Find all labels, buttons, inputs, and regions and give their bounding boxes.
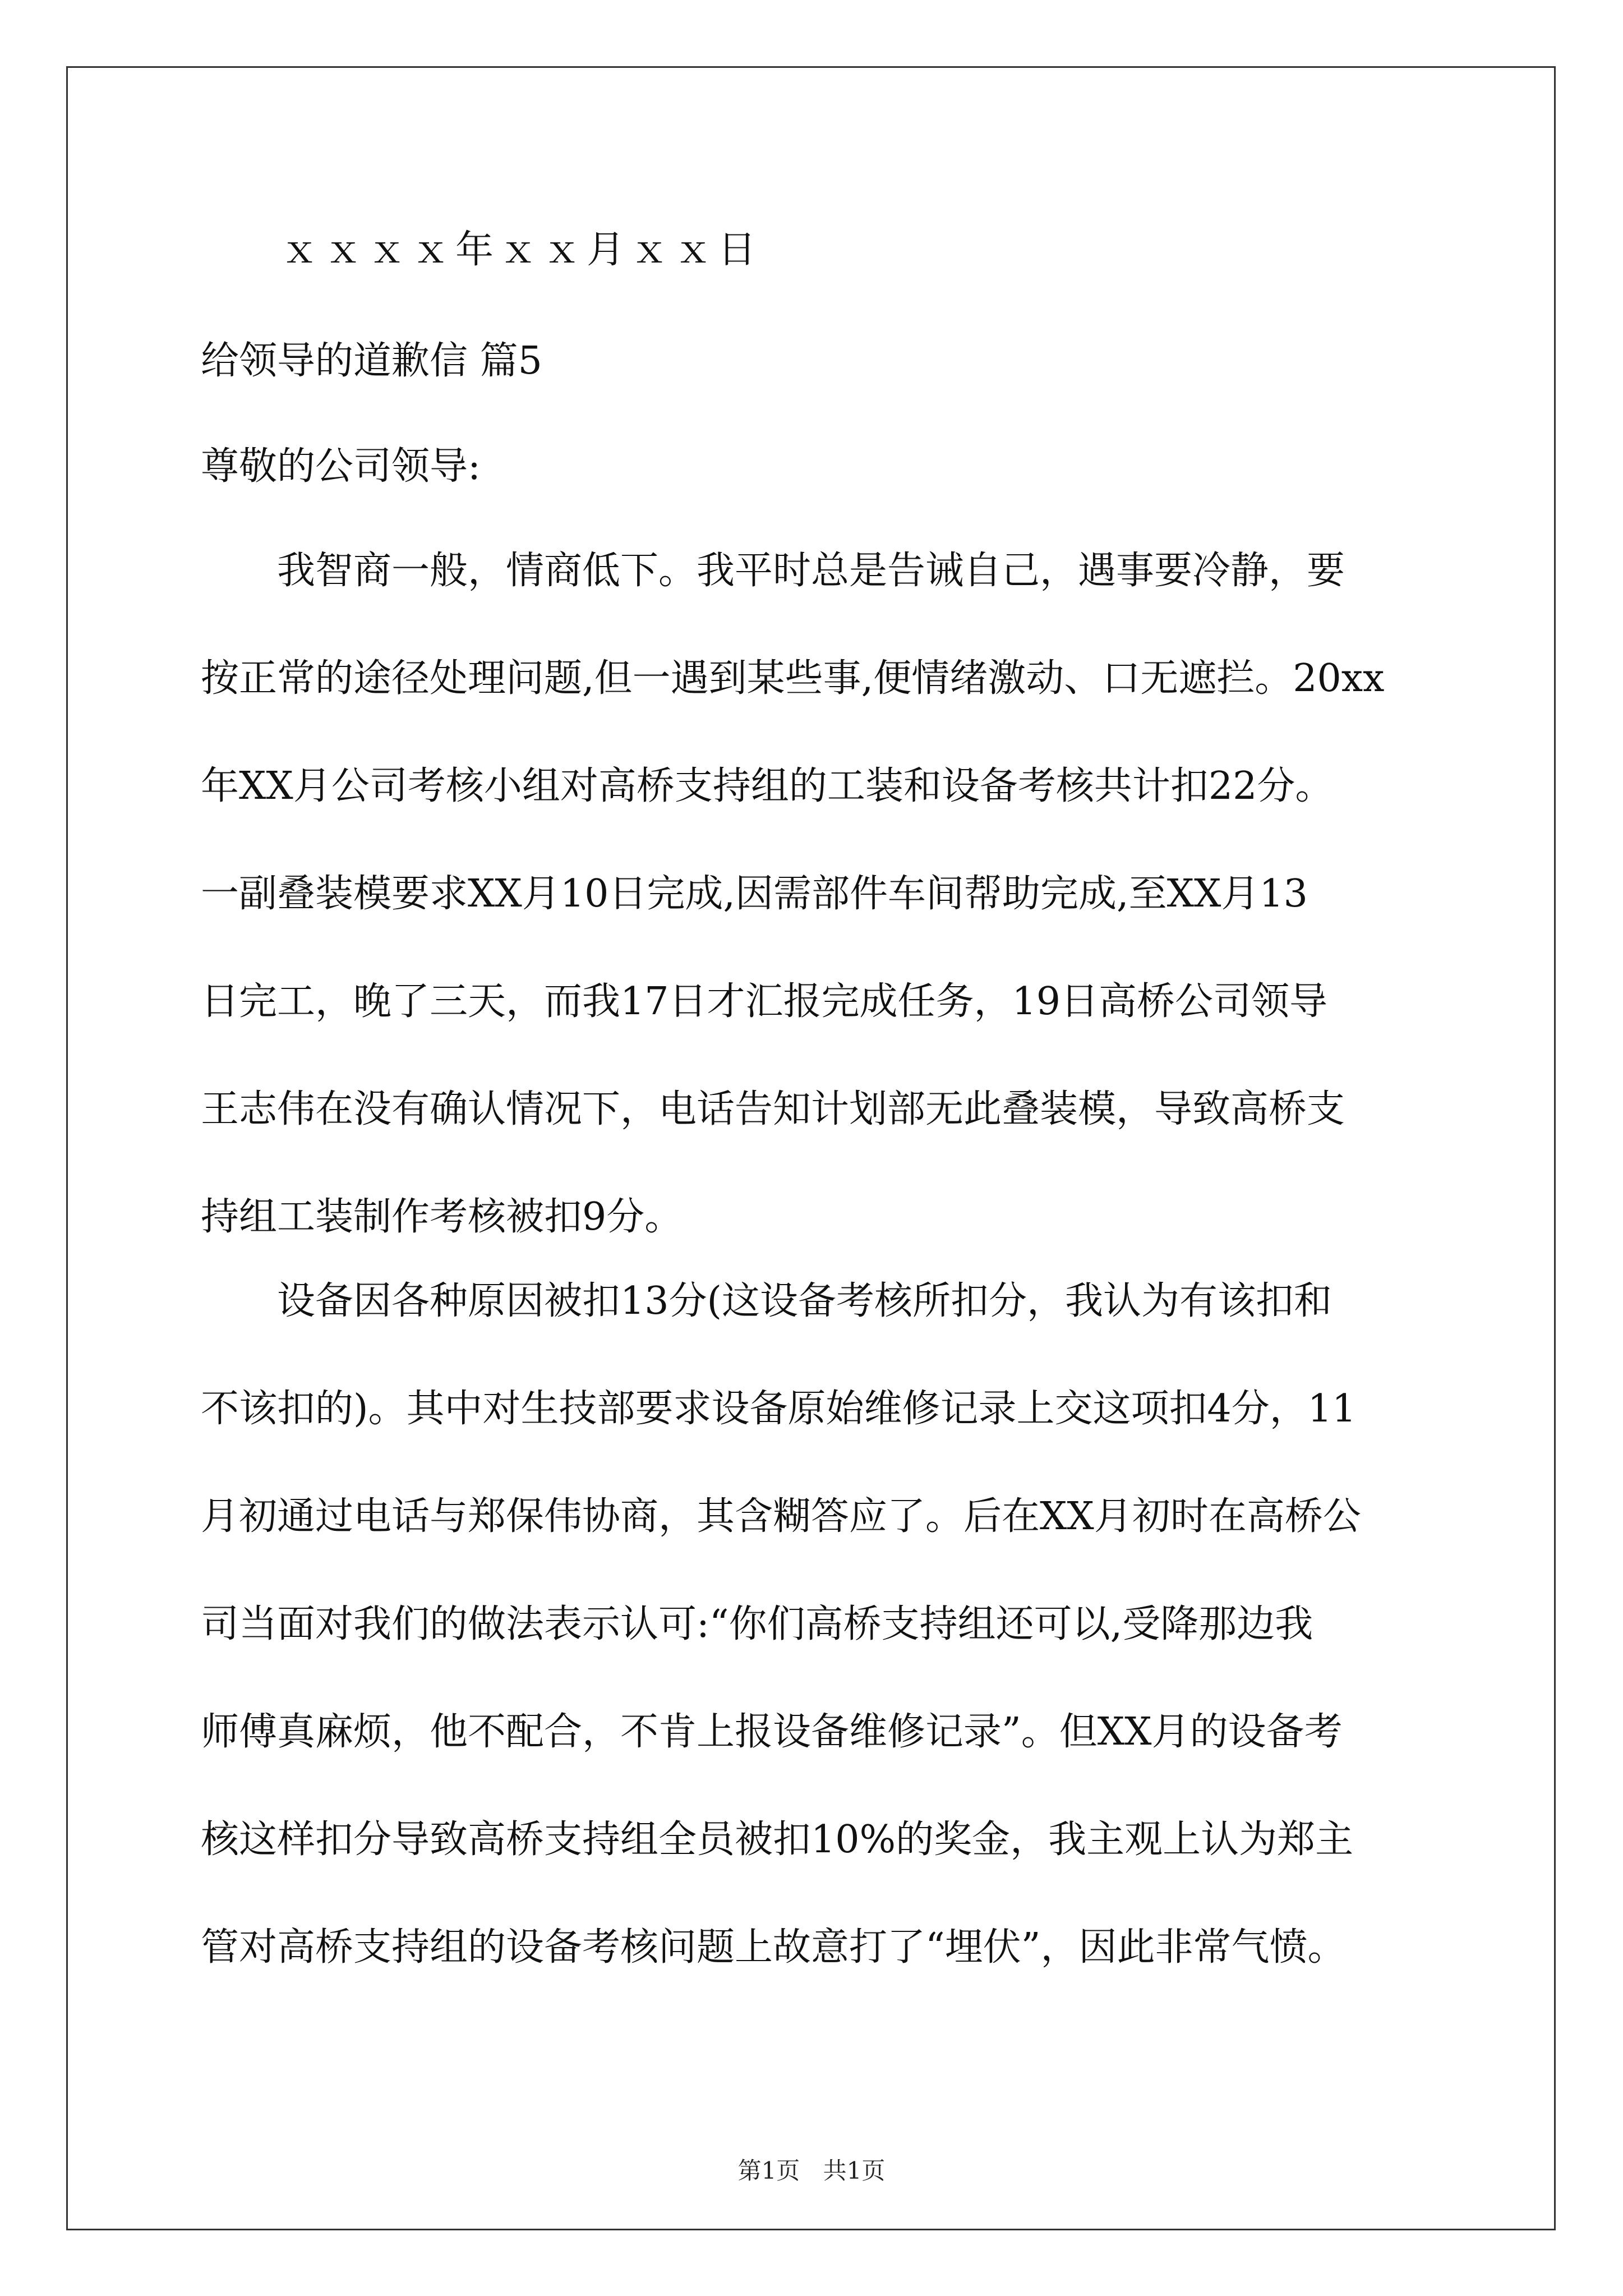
- paragraph-1-line: 按正常的途径处理问题,但一遇到某些事,便情绪激动、口无遮拦。20xx: [201, 656, 1385, 701]
- paragraph-2-line: 不该扣的)。其中对生技部要求设备原始维修记录上交这项扣4分，11: [201, 1387, 1357, 1431]
- paragraph-2-line: 核这样扣分导致高桥支持组全员被扣10%的奖金，我主观上认为郑主: [201, 1818, 1354, 1862]
- paragraph-2-line: 管对高桥支持组的设备考核问题上故意打了“埋伏”，因此非常气愤。: [201, 1925, 1346, 1970]
- page-number: 第1页: [737, 2157, 800, 2184]
- paragraph-1-line: 持组工装制作考核被扣9分。: [201, 1195, 683, 1239]
- page-footer: [0, 2157, 1623, 2184]
- letter-title: 给领导的道歉信 篇5: [201, 339, 542, 383]
- paragraph-2: [201, 1248, 1436, 2001]
- paragraph-2-line: 师傅真麻烦，他不配合，不肯上报设备维修记录”。但XX月的设备考: [201, 1710, 1343, 1754]
- paragraph-2-line: 月初通过电话与郑保伟协商，其含糊答应了。后在XX月初时在高桥公: [201, 1494, 1361, 1539]
- salutation: 尊敬的公司领导:: [201, 444, 481, 489]
- paragraph-1-line: 我智商一般，情商低下。我平时总是告诫自己，遇事要冷静，要: [201, 549, 1345, 593]
- paragraph-2-line: 司当面对我们的做法表示认可:“你们高桥支持组还可以,受降那边我: [201, 1602, 1313, 1646]
- page-total: 共1页: [823, 2157, 886, 2184]
- paragraph-1-line: 王志伟在没有确认情况下，电话告知计划部无此叠装模，导致高桥支: [201, 1087, 1345, 1131]
- date-line: ｘｘｘｘ年ｘｘ月ｘｘ日: [280, 228, 762, 272]
- paragraph-1: [201, 517, 1436, 1271]
- paragraph-1-line: 一副叠装模要求XX月10日完成,因需部件车间帮助完成,至XX月13: [201, 872, 1308, 916]
- paragraph-2-line: 设备因各种原因被扣13分(这设备考核所扣分，我认为有该扣和: [201, 1279, 1332, 1323]
- paragraph-1-line: 日完工，晚了三天，而我17日才汇报完成任务，19日高桥公司领导: [201, 979, 1328, 1024]
- paragraph-1-line: 年XX月公司考核小组对高桥支持组的工装和设备考核共计扣22分。: [201, 764, 1334, 808]
